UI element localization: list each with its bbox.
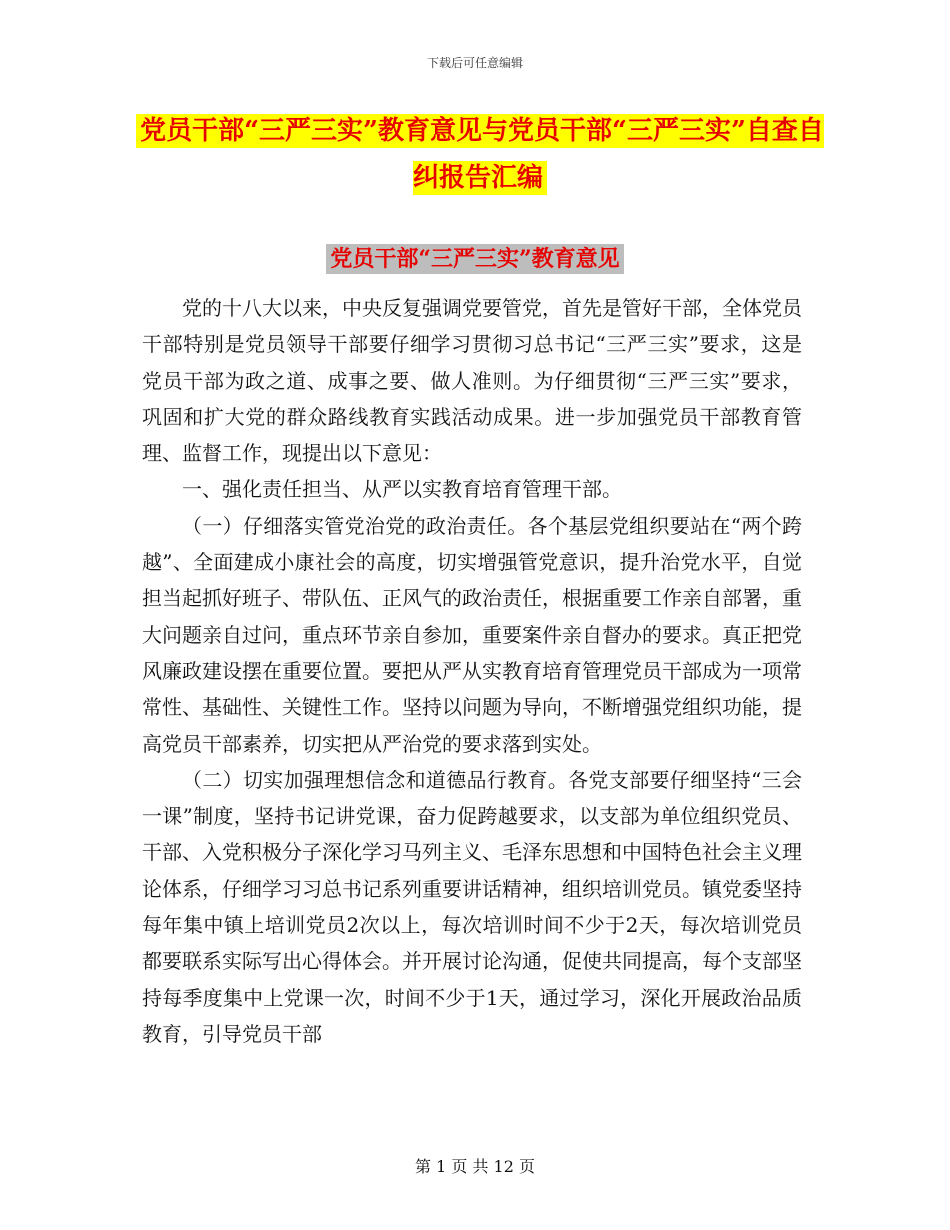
paragraph: 一、强化责任担当、从严以实教育培育管理干部。 — [182, 477, 622, 502]
document-title-text: 党员干部“三严三实”教育意见与党员干部“三严三实”自查自纠报告汇编 — [136, 114, 824, 195]
paragraph: （一）仔细落实管党治党的政治责任。各个基层党组织要站在“两个跨越”、全面建成小康社会的高度，切实增强管党意识，提升治党水平，自觉担当起抓好班子、带队伍、正风气的政治责任，根据重要工作亲自部署，重大问题亲自过问，重点环节亲自参加，重要案件亲自督办的要求。真正把党风廉政建设摆在重要位置。要把从严从实教育培育管理党员干部成为一项常常性、基础性、关键性工作。坚持以问题为导向，不断增强党组织功能，提高党员干部素养，切实把从严治党的要求落到实处。 — [142, 513, 802, 756]
paragraph: （二）切实加强理想信念和道德品行教育。各党支部要仔细坚持“三会一课”制度，坚持书记讲党课，奋力促跨越要求，以支部为单位组织党员、干部、入党积极分子深化学习马列主义、毛泽东思想和中国特色社会主义理论体系，仔细学习习总书记系列重要讲话精神，组织培训党员。镇党委坚持每年集中镇上培训党员2次以上，每次培训时间不少于2天，每次培训党员都要联系实际写出心得体会。并开展讨论沟通，促使共同提高，每个支部坚持每季度集中上党课一次，时间不少于1天，通过学习，深化开展政治品质教育，引导党员干部 — [142, 767, 802, 1046]
document-body — [142, 290, 802, 1052]
page-number: 第 1 页 共 12 页 — [415, 1157, 535, 1176]
section-title — [0, 242, 950, 273]
header-note: 下载后可任意编辑 — [426, 56, 523, 70]
section-title-text: 党员干部“三严三实”教育意见 — [326, 244, 623, 274]
paragraph: 党的十八大以来，中央反复强调党要管党，首先是管好干部，全体党员干部特别是党员领导干部要仔细学习贯彻习总书记“三严三实”要求，这是党员干部为政之道、成事之要、做人准则。为仔细贯彻“三严三实”要求，巩固和扩大党的群众路线教育实践活动成果。进一步加强党员干部教育管理、监督工作，现提出以下意见： — [142, 296, 802, 466]
document-title — [130, 108, 830, 202]
